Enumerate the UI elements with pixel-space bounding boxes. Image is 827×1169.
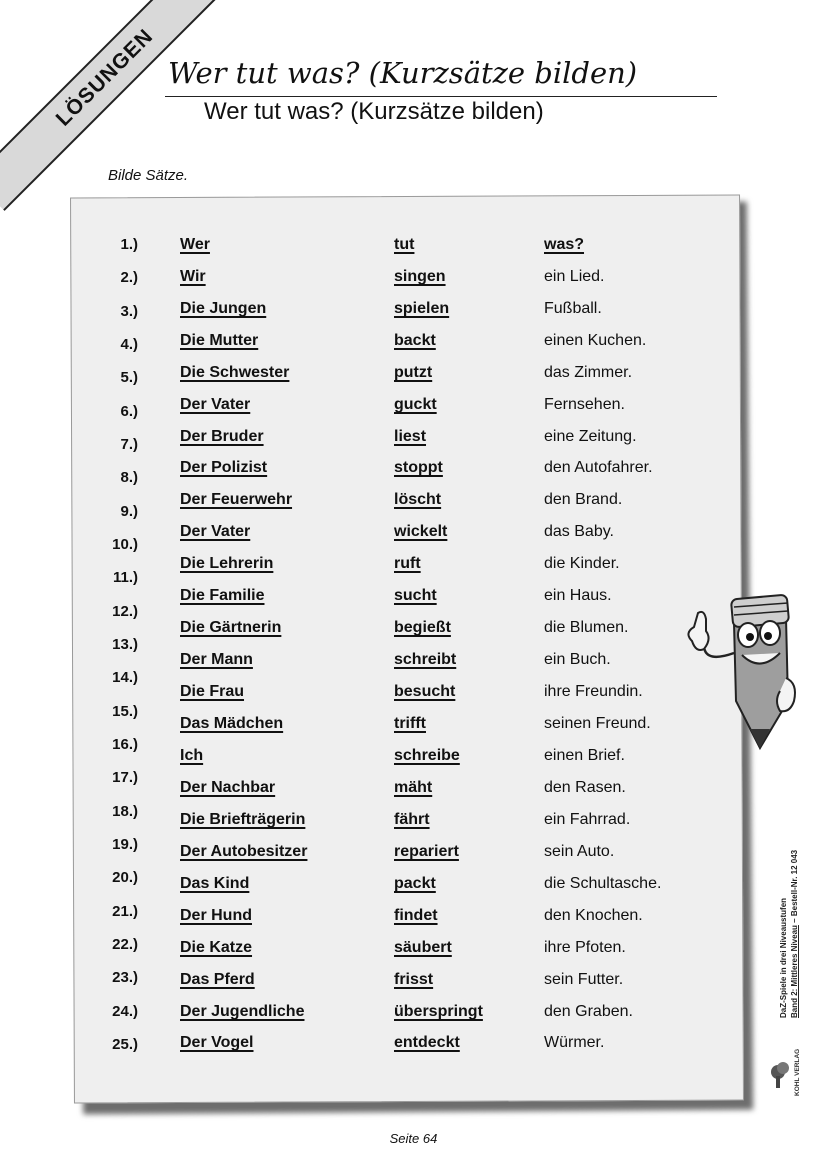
row-number: 21.) [112, 903, 138, 920]
row-object: ein Haus. [544, 587, 612, 604]
row-subject: Wir [180, 268, 206, 285]
row-subject: Der Vogel [180, 1034, 254, 1051]
row-subject: Die Briefträgerin [180, 811, 306, 828]
row-number: 24.) [112, 1003, 138, 1020]
row-object: den Knochen. [544, 907, 643, 924]
row-number: 13.) [112, 636, 138, 653]
row-object: die Schultasche. [544, 875, 662, 892]
row-number: 12.) [112, 603, 138, 620]
band-label: Band 2: Mittleres Niveau [790, 925, 799, 1018]
row-object: ihre Pfoten. [544, 939, 626, 956]
row-object: Fußball. [544, 300, 602, 317]
row-object: ihre Freundin. [544, 683, 643, 700]
row-object: ein Fahrrad. [544, 811, 631, 828]
row-verb: fährt [394, 811, 430, 828]
row-verb: schreibe [394, 747, 460, 764]
row-object: die Kinder. [544, 555, 620, 572]
row-verb: säubert [394, 939, 452, 956]
pencil-mascot-icon [676, 583, 806, 753]
row-object: eine Zeitung. [544, 428, 637, 445]
row-subject: Der Nachbar [180, 779, 276, 796]
row-number: 15.) [112, 703, 138, 720]
row-subject: Das Kind [180, 875, 250, 892]
row-object: das Zimmer. [544, 364, 633, 381]
row-number: 22.) [112, 936, 138, 953]
series-title: DaZ-Spiele in drei Niveaustufen [779, 897, 788, 1018]
row-verb: putzt [394, 364, 433, 381]
row-subject: Die Familie [180, 587, 265, 604]
row-object: den Autofahrer. [544, 459, 653, 476]
order-number: Bestell-Nr. 12 043 [790, 849, 799, 917]
row-subject: Die Gärtnerin [180, 619, 282, 636]
row-verb: findet [394, 907, 438, 924]
row-object: den Brand. [544, 491, 623, 508]
row-verb: überspringt [394, 1003, 483, 1020]
row-number: 16.) [112, 736, 138, 753]
row-number: 17.) [112, 769, 138, 786]
row-object: sein Futter. [544, 971, 624, 988]
row-verb: trifft [394, 715, 426, 732]
row-subject: Der Hund [180, 907, 252, 924]
row-verb: spielen [394, 300, 450, 317]
row-verb: sucht [394, 587, 437, 604]
row-object: sein Auto. [544, 843, 615, 860]
row-subject: Die Frau [180, 683, 245, 700]
row-object: was? [544, 236, 585, 253]
row-number: 3.) [120, 303, 138, 320]
publisher-name: KOHL VERLAG [794, 1048, 801, 1096]
row-number: 8.) [120, 469, 138, 486]
row-object: den Graben. [544, 1003, 633, 1020]
page-number: Seite 64 [389, 1131, 438, 1146]
row-subject: Die Schwester [180, 364, 290, 381]
row-subject: Ich [180, 747, 204, 764]
row-number: 5.) [120, 369, 138, 386]
row-subject: Das Pferd [180, 971, 255, 988]
row-subject: Die Jungen [180, 300, 267, 317]
row-verb: stoppt [394, 459, 443, 476]
row-subject: Das Mädchen [180, 715, 284, 732]
page-title: Wer tut was? (Kurzsätze bilden) [204, 98, 544, 125]
row-number: 10.) [112, 536, 138, 553]
row-verb: frisst [394, 971, 434, 988]
row-subject: Wer [180, 236, 210, 253]
row-number: 20.) [112, 869, 138, 886]
answer-sheet [70, 195, 744, 1104]
row-subject: Der Vater [180, 523, 251, 540]
row-verb: entdeckt [394, 1034, 460, 1051]
row-verb: tut [394, 236, 415, 253]
publisher-logo [768, 1040, 802, 1100]
row-number: 23.) [112, 969, 138, 986]
row-verb: wickelt [394, 523, 448, 540]
row-object: das Baby. [544, 523, 614, 540]
row-number: 1.) [120, 236, 138, 253]
row-verb: backt [394, 332, 436, 349]
row-object: einen Brief. [544, 747, 625, 764]
row-number: 11.) [112, 569, 138, 586]
row-number: 18.) [112, 803, 138, 820]
row-verb: guckt [394, 396, 437, 413]
row-object: ein Buch. [544, 651, 611, 668]
row-number: 7.) [120, 436, 138, 453]
row-number: 14.) [112, 669, 138, 686]
row-object: Würmer. [544, 1034, 605, 1051]
row-verb: besucht [394, 683, 456, 700]
row-subject: Der Mann [180, 651, 253, 668]
row-verb: begießt [394, 619, 451, 636]
row-verb: ruft [394, 555, 421, 572]
row-verb: singen [394, 268, 446, 285]
row-verb: repariert [394, 843, 459, 860]
row-subject: Die Mutter [180, 332, 259, 349]
row-subject: Der Jugendliche [180, 1003, 305, 1020]
row-subject: Der Autobesitzer [180, 843, 308, 860]
row-object: Fernsehen. [544, 396, 625, 413]
row-subject: Der Feuerwehr [180, 491, 293, 508]
row-verb: mäht [394, 779, 433, 796]
row-object: die Blumen. [544, 619, 629, 636]
row-subject: Die Katze [180, 939, 253, 956]
row-number: 2.) [120, 269, 138, 286]
row-subject: Der Polizist [180, 459, 268, 476]
row-number: 25.) [112, 1036, 138, 1053]
row-verb: schreibt [394, 651, 457, 668]
row-number: 9.) [120, 503, 138, 520]
script-title: Wer tut was? (Kurzsätze bilden) [168, 56, 638, 90]
row-verb: löscht [394, 491, 442, 508]
row-object: seinen Freund. [544, 715, 651, 732]
instruction-text: Bilde Sätze. [108, 167, 189, 184]
row-verb: packt [394, 875, 436, 892]
row-subject: Der Bruder [180, 428, 264, 445]
title-divider [165, 96, 717, 97]
row-verb: liest [394, 428, 427, 445]
row-subject: Die Lehrerin [180, 555, 274, 572]
separator: – [790, 918, 799, 923]
row-object: einen Kuchen. [544, 332, 647, 349]
row-number: 4.) [120, 336, 138, 353]
row-number: 6.) [120, 403, 138, 420]
row-object: den Rasen. [544, 779, 626, 796]
row-subject: Der Vater [180, 396, 251, 413]
solutions-badge: LÖSUNGEN [51, 24, 158, 131]
row-object: ein Lied. [544, 268, 605, 285]
row-number: 19.) [112, 836, 138, 853]
